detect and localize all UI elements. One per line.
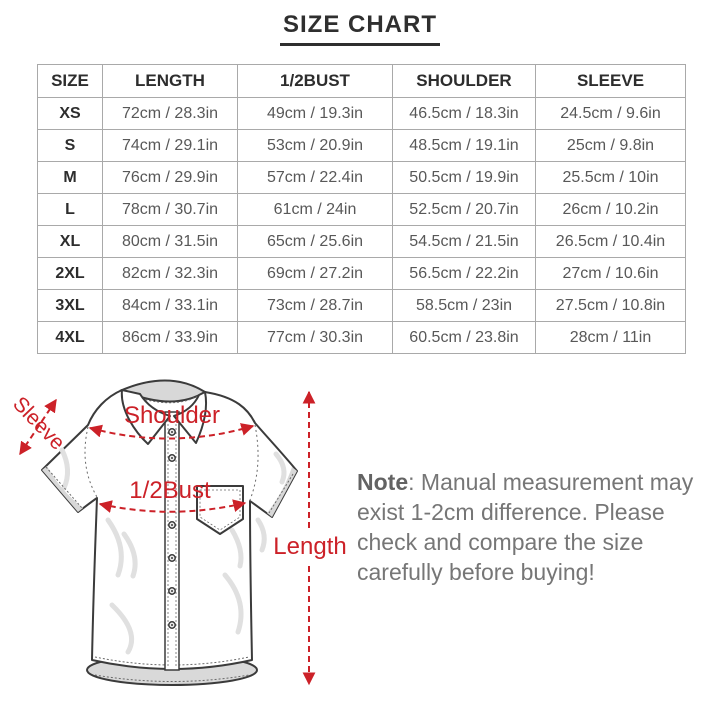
measurement-cell: 27.5cm / 10.8in — [536, 290, 686, 322]
shoulder-label: Shoulder — [123, 402, 221, 429]
measurement-cell: 78cm / 30.7in — [103, 194, 238, 226]
measurement-cell: 84cm / 33.1in — [103, 290, 238, 322]
table-row — [38, 322, 686, 354]
measurement-cell: 74cm / 29.1in — [103, 130, 238, 162]
measurement-cell: 58.5cm / 23in — [393, 290, 536, 322]
button-placket — [165, 412, 179, 670]
size-label-cell: XL — [38, 226, 103, 258]
measurement-cell: 54.5cm / 21.5in — [393, 226, 536, 258]
shirt-measurement-diagram — [0, 370, 360, 720]
measurement-cell: 65cm / 25.6in — [238, 226, 393, 258]
measurement-cell: 52.5cm / 20.7in — [393, 194, 536, 226]
header-row — [38, 65, 686, 98]
measurement-cell: 26.5cm / 10.4in — [536, 226, 686, 258]
measurement-cell: 57cm / 22.4in — [238, 162, 393, 194]
column-header-sleeve: SLEEVE — [536, 65, 686, 98]
table-row — [38, 130, 686, 162]
measurement-cell: 72cm / 28.3in — [103, 98, 238, 130]
table-row — [38, 226, 686, 258]
measurement-cell: 46.5cm / 18.3in — [393, 98, 536, 130]
size-label-cell: 3XL — [38, 290, 103, 322]
size-label-cell: M — [38, 162, 103, 194]
measurement-cell: 24.5cm / 9.6in — [536, 98, 686, 130]
measurement-cell: 69cm / 27.2in — [238, 258, 393, 290]
measurement-cell: 80cm / 31.5in — [103, 226, 238, 258]
measurement-cell: 27cm / 10.6in — [536, 258, 686, 290]
column-header-size: SIZE — [38, 65, 103, 98]
sleeve-label: Sleeve — [8, 392, 70, 455]
size-label-cell: 4XL — [38, 322, 103, 354]
measurement-cell: 82cm / 32.3in — [103, 258, 238, 290]
page-title: SIZE CHART — [280, 11, 440, 46]
size-label-cell: XS — [38, 98, 103, 130]
measurement-cell: 50.5cm / 19.9in — [393, 162, 536, 194]
size-label-cell: 2XL — [38, 258, 103, 290]
size-label-cell: L — [38, 194, 103, 226]
size-label-cell: S — [38, 130, 103, 162]
measurement-cell: 56.5cm / 22.2in — [393, 258, 536, 290]
measurement-cell: 49cm / 19.3in — [238, 98, 393, 130]
measurement-cell: 61cm / 24in — [238, 194, 393, 226]
measurement-cell: 28cm / 11in — [536, 322, 686, 354]
note-label: Note — [357, 469, 409, 495]
table-row — [38, 162, 686, 194]
table-row — [38, 290, 686, 322]
column-header-shoulder: SHOULDER — [393, 65, 536, 98]
measurement-cell: 73cm / 28.7in — [238, 290, 393, 322]
size-table-header — [38, 65, 686, 98]
measurement-cell: 48.5cm / 19.1in — [393, 130, 536, 162]
note-text — [357, 467, 702, 587]
table-row — [38, 98, 686, 130]
table-row — [38, 194, 686, 226]
note-body: : Manual measurement may exist 1-2cm difference. Please check and compare the size carefully before buying! — [357, 469, 694, 585]
measurement-cell: 26cm / 10.2in — [536, 194, 686, 226]
measurement-cell: 60.5cm / 23.8in — [393, 322, 536, 354]
measurement-cell: 53cm / 20.9in — [238, 130, 393, 162]
measurement-cell: 86cm / 33.9in — [103, 322, 238, 354]
measurement-cell: 25cm / 9.8in — [536, 130, 686, 162]
size-table-body — [38, 98, 686, 354]
measurement-cell: 76cm / 29.9in — [103, 162, 238, 194]
measurement-cell: 77cm / 30.3in — [238, 322, 393, 354]
table-row — [38, 258, 686, 290]
header — [0, 11, 720, 46]
measurement-cell: 25.5cm / 10in — [536, 162, 686, 194]
size-table — [37, 64, 686, 354]
column-header-bust: 1/2BUST — [238, 65, 393, 98]
column-header-length: LENGTH — [103, 65, 238, 98]
length-label: Length — [273, 533, 347, 560]
bust-label: 1/2Bust — [129, 477, 211, 504]
